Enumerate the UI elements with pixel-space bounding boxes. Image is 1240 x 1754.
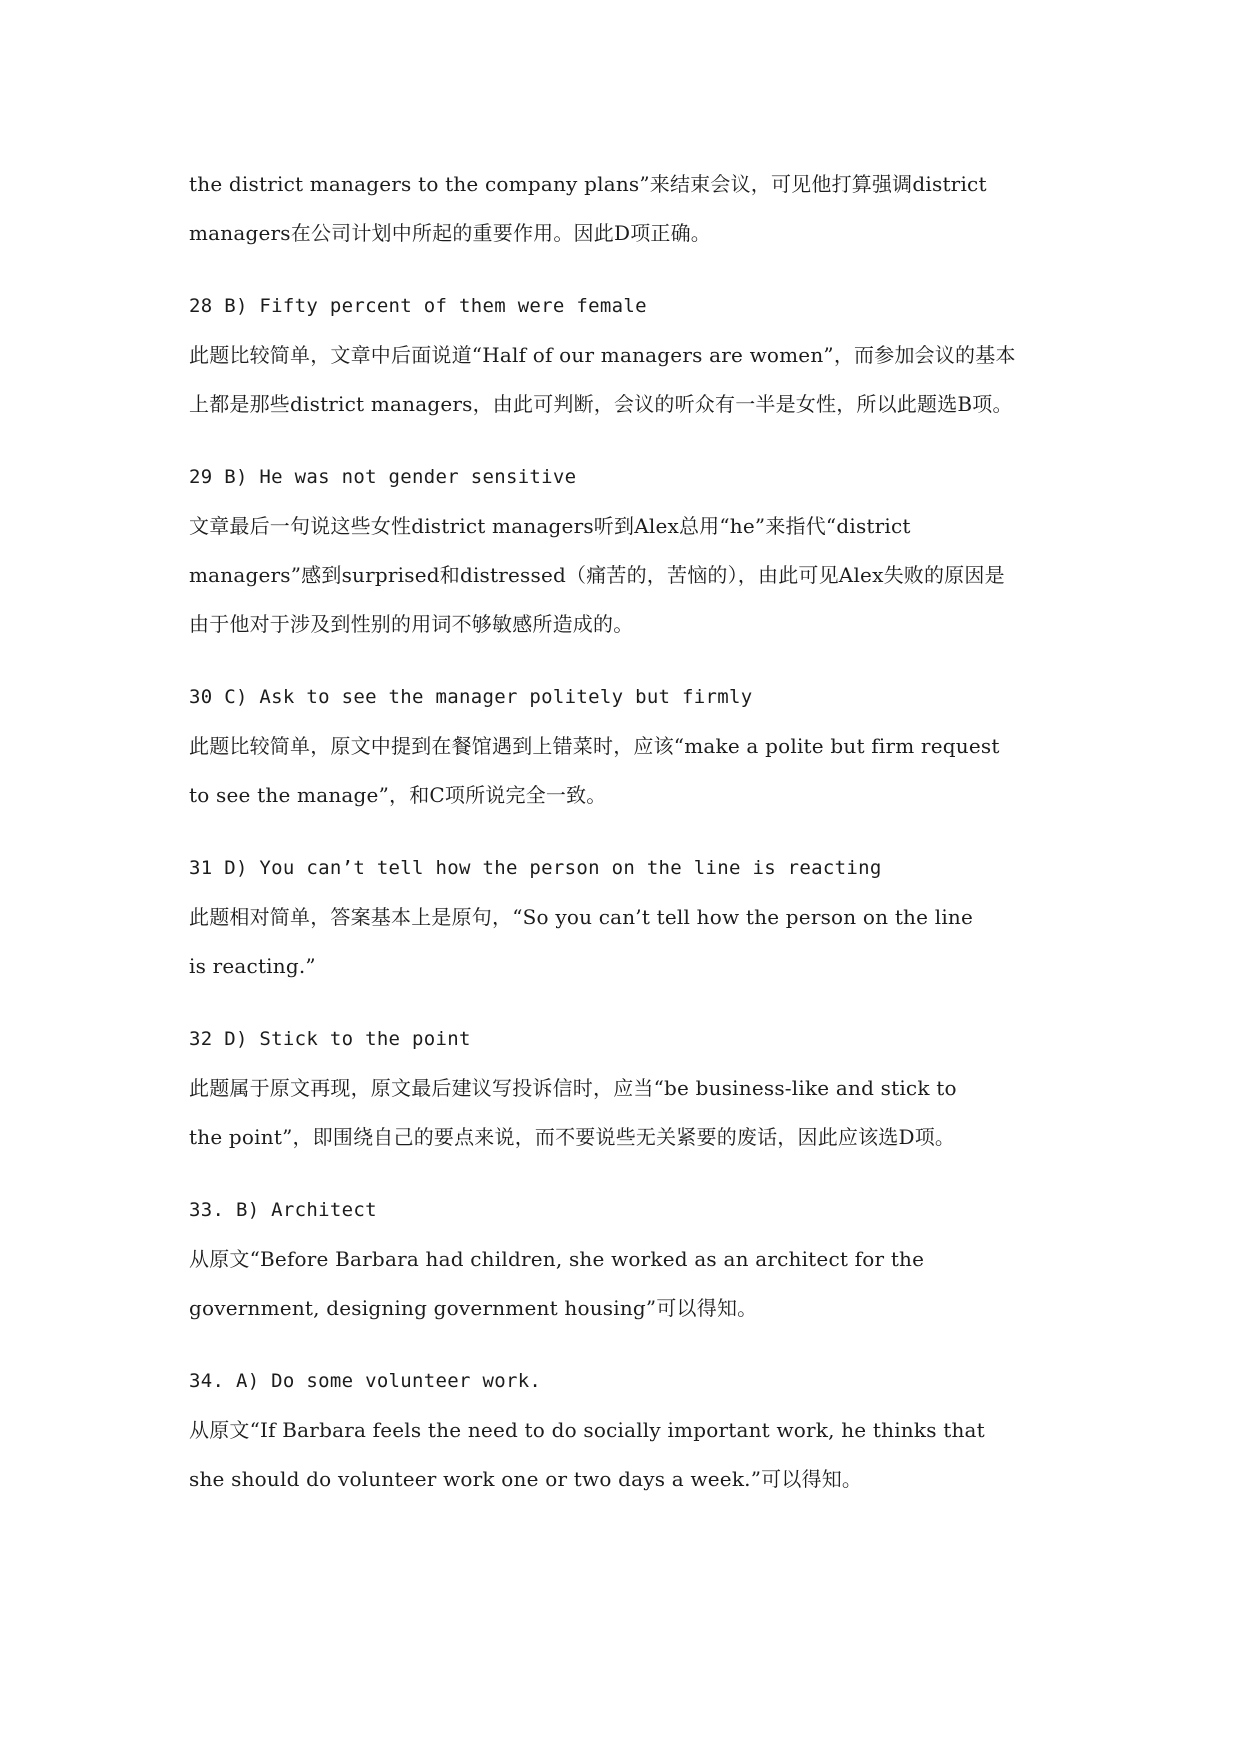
explanation-line: is reacting.” [189,954,316,978]
explanation-line: the point”，即围绕自己的要点来说，而不要说些无关紧要的废话，因此应该选D项。 [189,1125,956,1149]
explanation-line: she should do volunteer work one or two days a week.”可以得知。 [189,1467,863,1491]
answer-heading: 31 D) You can’t tell how the person on the line is reacting [189,857,882,879]
answer-block-31 [189,844,1069,991]
explanation-line: 此题比较简单，文章中后面说道“Half of our managers are women”，而参加会议的基本 [189,343,1016,367]
explanation-line: 此题属于原文再现，原文最后建议写投诉信时，应当“be business-like and stick to [189,1076,957,1100]
paragraph-gap [189,820,1069,844]
paragraph-gap [189,1162,1069,1186]
explanation-line: 文章最后一句说这些女性district managers听到Alex总用“he”来指代“district [189,514,911,538]
document-body [189,160,1069,1504]
answer-heading: 28 B) Fifty percent of them were female [189,295,647,317]
answer-heading: 34. A) Do some volunteer work. [189,1370,542,1392]
explanation-line: managers”感到surprised和distressed（痛苦的，苦恼的），由此可见Alex失败的原因是 [189,563,1005,587]
answer-heading: 33. B) Architect [189,1199,377,1221]
answer-block-33 [189,1186,1069,1333]
answer-block-32 [189,1015,1069,1162]
answer-block-30 [189,673,1069,820]
explanation-line: 此题相对简单，答案基本上是原句，“So you can’t tell how the person on the line [189,905,974,929]
explanation-line: 从原文“If Barbara feels the need to do socially important work, he thinks that [189,1418,985,1442]
answer-heading: 30 C) Ask to see the manager politely but firmly [189,686,753,708]
answer-block-28 [189,282,1069,429]
paragraph-gap [189,991,1069,1015]
paragraph-gap [189,258,1069,282]
paragraph-line: the district managers to the company plans”来结束会议，可见他打算强调district [189,172,987,196]
explanation-line: government, designing government housing”可以得知。 [189,1296,758,1320]
explanation-line: 此题比较简单，原文中提到在餐馆遇到上错菜时，应该“make a polite but firm request [189,734,1000,758]
answer-block-29 [189,453,1069,649]
answer-heading: 32 D) Stick to the point [189,1028,471,1050]
explanation-line: 从原文“Before Barbara had children, she worked as an architect for the [189,1247,925,1271]
intro-paragraph [189,160,1069,258]
paragraph-line: managers在公司计划中所起的重要作用。因此D项正确。 [189,221,711,245]
paragraph-gap [189,1333,1069,1357]
answer-block-34 [189,1357,1069,1504]
answer-heading: 29 B) He was not gender sensitive [189,466,577,488]
explanation-line: to see the manage”，和C项所说完全一致。 [189,783,607,807]
explanation-line: 上都是那些district managers，由此可判断，会议的听众有一半是女性，所以此题选B项。 [189,392,1013,416]
paragraph-gap [189,649,1069,673]
paragraph-gap [189,429,1069,453]
explanation-line: 由于他对于涉及到性别的用词不够敏感所造成的。 [189,612,634,636]
